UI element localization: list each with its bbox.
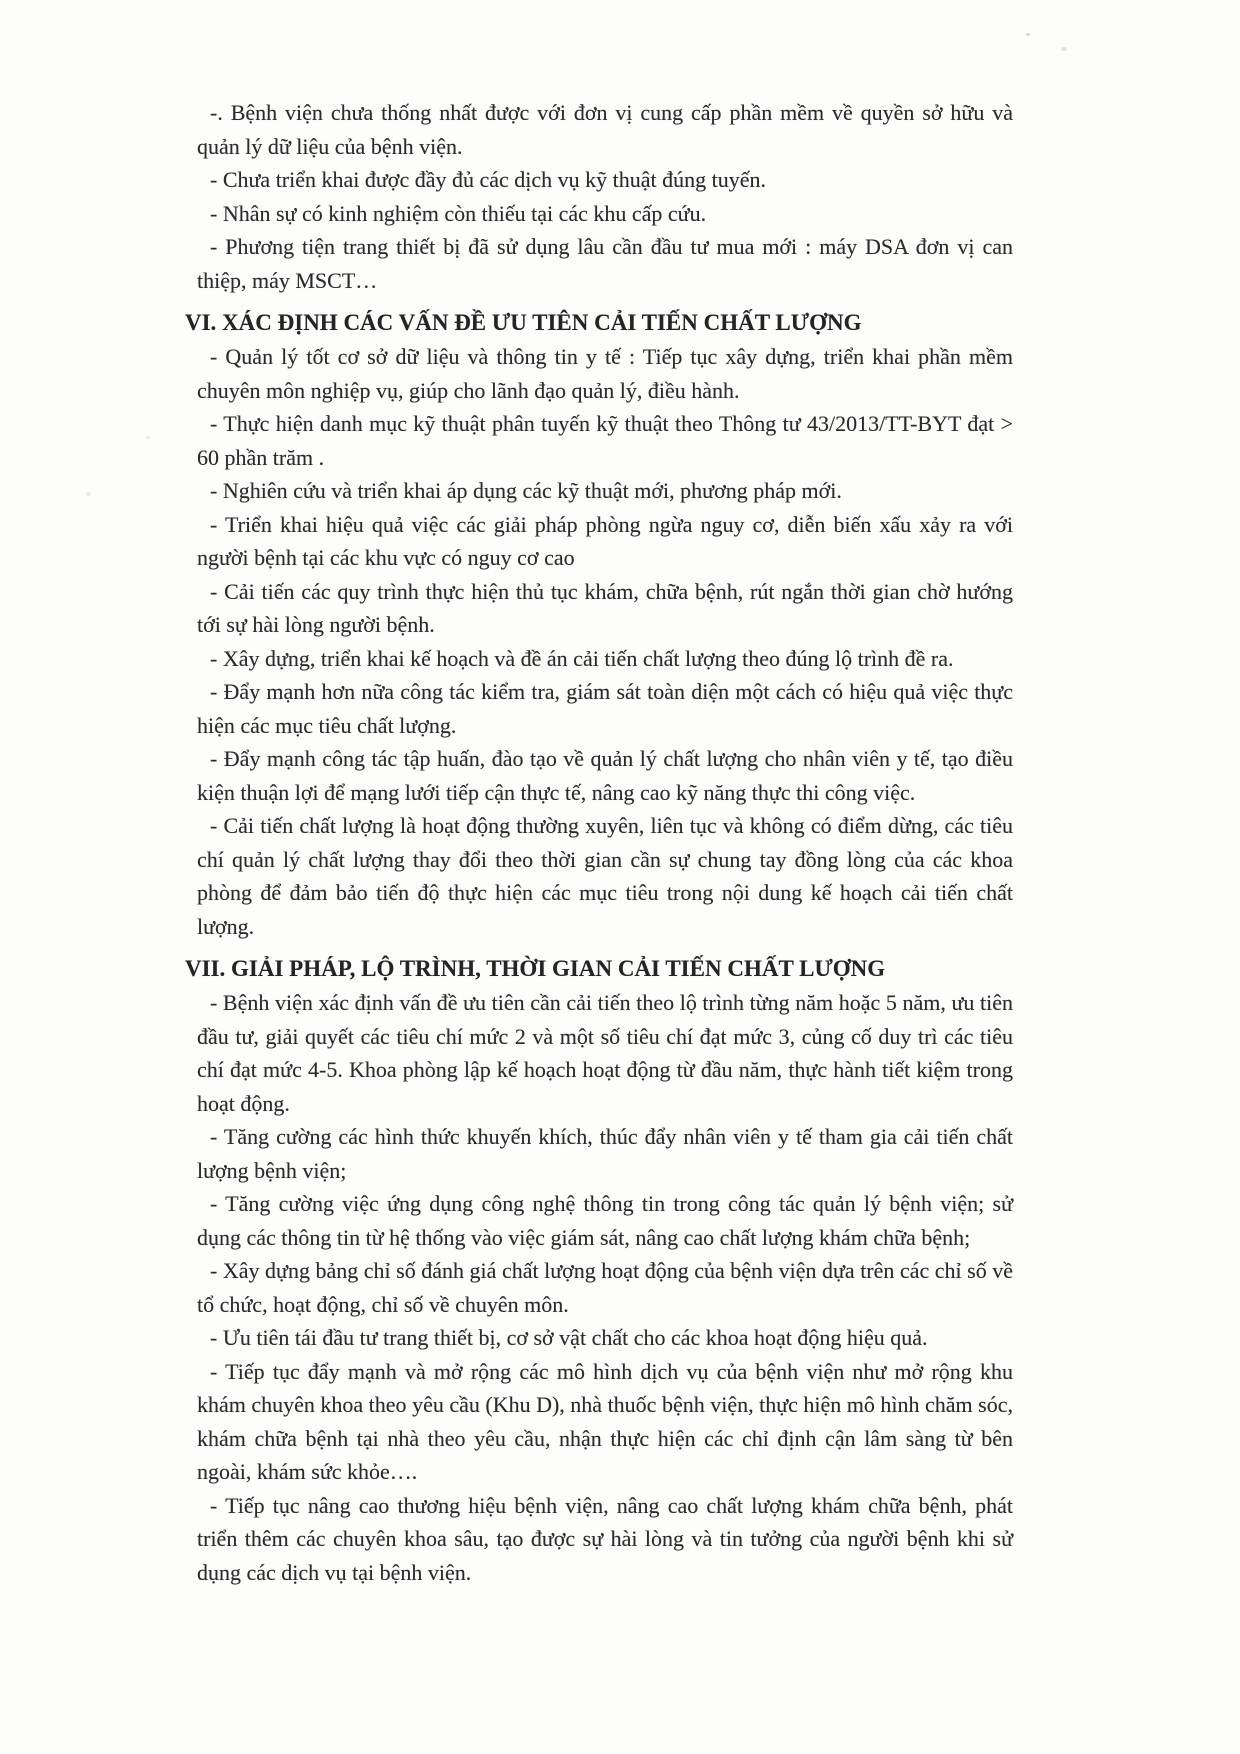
paragraph: - Tiếp tục nâng cao thương hiệu bệnh viện, nâng cao chất lượng khám chữa bệnh, phát triển thêm các chuyên khoa sâu, tạo được sự hài lòng và tin tưởng của người bệnh khi sử dụng các dịch vụ tại bệnh viện. bbox=[197, 1492, 1013, 1585]
paragraph: - Cải tiến chất lượng là hoạt động thường xuyên, liên tục và không có điểm dừng, các tiêu chí quản lý chất lượng thay đổi theo thời gian cần sự chung tay đồng lòng của các khoa phòng để đảm bảo tiến độ thực hiện các mục tiêu trong nội dung kế hoạch cải tiến chất lượng. bbox=[197, 813, 1013, 939]
paragraph: - Phương tiện trang thiết bị đã sử dụng lâu cần đầu tư mua mới : máy DSA đơn vị can thiệp, máy MSCT… bbox=[197, 234, 1013, 293]
paragraph: - Xây dựng, triển khai kế hoạch và đề án cải tiến chất lượng theo đúng lộ trình đề ra. bbox=[210, 645, 954, 671]
section-paragraphs bbox=[185, 986, 1013, 1589]
paragraph: - Bệnh viện xác định vấn đề ưu tiên cần cải tiến theo lộ trình từng năm hoặc 5 năm, ưu tiên đầu tư, giải quyết các tiêu chí mức 2 và một số tiêu chí đạt mức 3, củng cố duy trì các tiêu chí đạt mức 4-5. Khoa phòng lập kế hoạch hoạt động từ đầu năm, thực hành tiết kiệm trong hoạt động. bbox=[197, 990, 1013, 1116]
paragraph: - Triển khai hiệu quả việc các giải pháp phòng ngừa nguy cơ, diễn biến xấu xảy ra với người bệnh tại các khu vực có nguy cơ cao bbox=[197, 511, 1013, 570]
paragraph: - Xây dựng bảng chỉ số đánh giá chất lượng hoạt động của bệnh viện dựa trên các chỉ số về tổ chức, hoạt động, chỉ số về chuyên môn. bbox=[197, 1258, 1013, 1317]
scan-speck bbox=[86, 492, 91, 496]
document-content bbox=[185, 96, 1013, 1589]
document-section bbox=[185, 306, 1013, 943]
scan-speck bbox=[1026, 33, 1030, 36]
paragraph: - Thực hiện danh mục kỹ thuật phân tuyến kỹ thuật theo Thông tư 43/2013/TT-BYT đạt > 60 phần trăm . bbox=[197, 411, 1013, 470]
paragraph: - Chưa triển khai được đầy đủ các dịch vụ kỹ thuật đúng tuyến. bbox=[210, 167, 767, 192]
paragraph: - Tăng cường các hình thức khuyến khích, thúc đẩy nhân viên y tế tham gia cải tiến chất lượng bệnh viện; bbox=[197, 1124, 1013, 1183]
section-heading: VI. XÁC ĐỊNH CÁC VẤN ĐỀ ƯU TIÊN CẢI TIẾN CHẤT LƯỢNG bbox=[185, 310, 862, 335]
section-paragraphs bbox=[185, 96, 1013, 297]
paragraph: - Cải tiến các quy trình thực hiện thủ tục khám, chữa bệnh, rút ngắn thời gian chờ hướng tới sự hài lòng người bệnh. bbox=[197, 578, 1013, 637]
paragraph: - Đẩy mạnh công tác tập huấn, đào tạo về quản lý chất lượng cho nhân viên y tế, tạo điều kiện thuận lợi để mạng lưới tiếp cận thực tế, nâng cao kỹ năng thực thi công việc. bbox=[197, 746, 1013, 805]
paragraph: - Ưu tiên tái đầu tư trang thiết bị, cơ sở vật chất cho các khoa hoạt động hiệu quả. bbox=[210, 1325, 928, 1350]
section-heading: VII. GIẢI PHÁP, LỘ TRÌNH, THỜI GIAN CẢI TIẾN CHẤT LƯỢNG bbox=[185, 956, 886, 981]
paragraph: - Nghiên cứu và triển khai áp dụng các kỹ thuật mới, phương pháp mới. bbox=[210, 478, 842, 503]
scan-speck bbox=[146, 436, 150, 439]
paragraph: - Đẩy mạnh hơn nữa công tác kiểm tra, giám sát toàn diện một cách có hiệu quả việc thực hiện các mục tiêu chất lượng. bbox=[197, 679, 1013, 738]
document-section bbox=[185, 952, 1013, 1589]
document-section bbox=[185, 96, 1013, 297]
section-paragraphs bbox=[185, 340, 1013, 943]
paragraph: - Nhân sự có kinh nghiệm còn thiếu tại các khu cấp cứu. bbox=[210, 200, 707, 226]
paragraph: - Tăng cường việc ứng dụng công nghệ thông tin trong công tác quản lý bệnh viện; sử dụng các thông tin từ hệ thống vào việc giám sát, nâng cao chất lượng khám chữa bệnh; bbox=[197, 1191, 1013, 1250]
paragraph: - Tiếp tục đẩy mạnh và mở rộng các mô hình dịch vụ của bệnh viện như mở rộng khu khám chuyên khoa theo yêu cầu (Khu D), nhà thuốc bệnh viện, thực hiện mô hình chăm sóc, khám chữa bệnh tại nhà theo yêu cầu, nhận thực hiện các chỉ định cận lâm sàng từ bên ngoài, khám sức khỏe…. bbox=[197, 1358, 1013, 1484]
paragraph: -. Bệnh viện chưa thống nhất được với đơn vị cung cấp phần mềm về quyền sở hữu và quản lý dữ liệu của bệnh viện. bbox=[197, 100, 1013, 159]
scan-speck bbox=[1061, 47, 1067, 51]
paragraph: - Quản lý tốt cơ sở dữ liệu và thông tin y tế : Tiếp tục xây dựng, triển khai phần mềm chuyên môn nghiệp vụ, giúp cho lãnh đạo quản lý, điều hành. bbox=[197, 344, 1013, 403]
